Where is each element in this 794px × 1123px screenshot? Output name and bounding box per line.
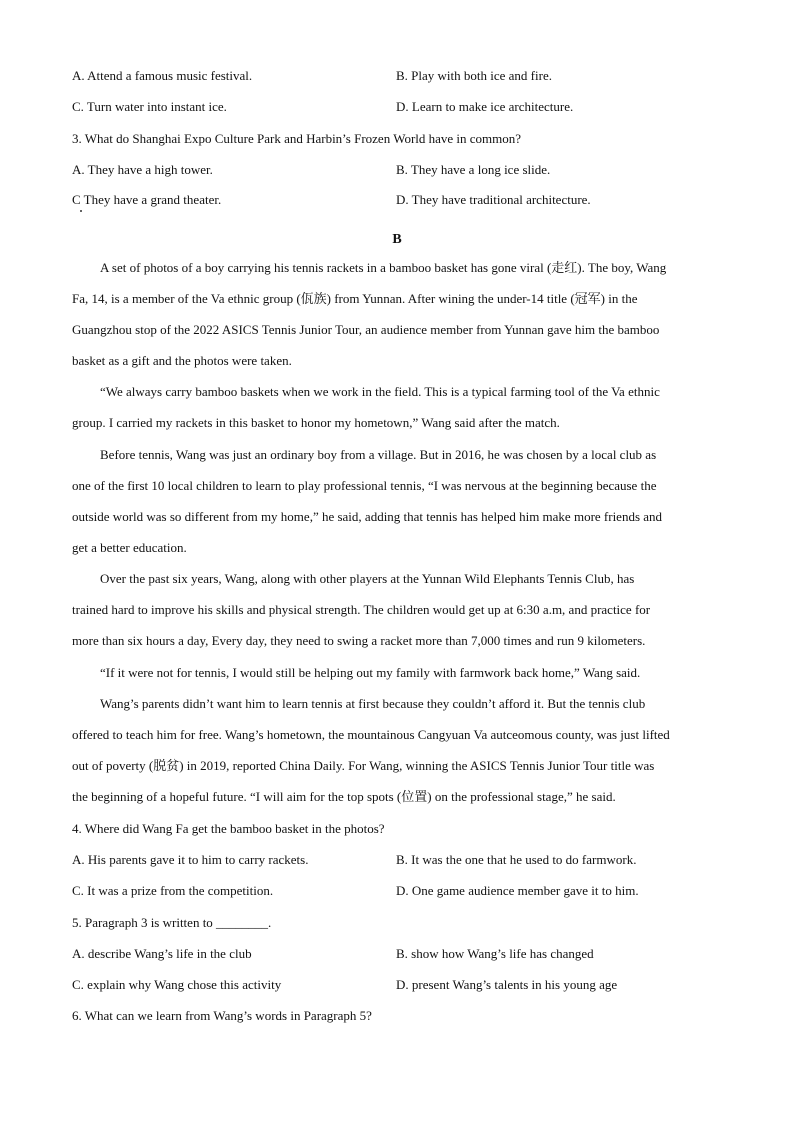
paragraph-line: outside world was so different from my home,” he said, adding that tennis has helped him make more friends and xyxy=(72,509,663,524)
q3-option-a: A. They have a high tower. xyxy=(72,162,213,177)
paragraph-line: Over the past six years, Wang, along with other players at the Yunnan Wild Elephants Tennis Club, has xyxy=(100,571,635,586)
q4-option-d: D. One game audience member gave it to him. xyxy=(396,883,639,898)
q5-option-a: A. describe Wang’s life in the club xyxy=(72,946,252,961)
q2-option-d: D. Learn to make ice architecture. xyxy=(396,99,574,114)
paragraph-line: Wang’s parents didn’t want him to learn tennis at first because they couldn’t afford it. But the tennis club xyxy=(100,696,646,711)
q4-options-row-2 xyxy=(72,881,722,901)
paragraph-line: group. I carried my rackets in this basket to honor my hometown,” Wang said after the match. xyxy=(72,415,560,430)
paragraph-line: trained hard to improve his skills and physical strength. The children would get up at 6:30 a.m, and practice for xyxy=(72,602,651,617)
q2-option-a: A. Attend a famous music festival. xyxy=(72,68,253,83)
paragraph-line: Fa, 14, is a member of the Va ethnic group (佤族) from Yunnan. After wining the under-14 title (冠军) in the xyxy=(72,291,638,306)
paragraph-line: “We always carry bamboo baskets when we work in the field. This is a typical farming tool of the Va ethnic xyxy=(100,384,660,399)
section-b-title: B xyxy=(392,232,402,247)
q3-option-c: C They have a grand theater. xyxy=(72,192,222,207)
q4-option-b: B. It was the one that he used to do farmwork. xyxy=(396,852,637,867)
paragraph-line: more than six hours a day, Every day, they need to swing a racket more than 7,000 times and run 9 kilometers. xyxy=(72,633,646,648)
paragraph-line: A set of photos of a boy carrying his tennis rackets in a bamboo basket has gone viral (走红). The boy, Wang xyxy=(100,260,667,275)
paragraph-line: “If it were not for tennis, I would still be helping out my family with farmwork back home,” Wang said. xyxy=(100,665,641,680)
paragraph-line: Guangzhou stop of the 2022 ASICS Tennis Junior Tour, an audience member from Yunnan gave him the bamboo xyxy=(72,322,660,337)
q5-option-c: C. explain why Wang chose this activity xyxy=(72,977,282,992)
q4-option-c: C. It was a prize from the competition. xyxy=(72,883,274,898)
q5-option-d: D. present Wang’s talents in his young age xyxy=(396,977,618,992)
q3-options-row-1 xyxy=(72,160,722,180)
paragraph-line: offered to teach him for free. Wang’s hometown, the mountainous Cangyuan Va autceomous county, was just lifted xyxy=(72,727,670,742)
stray-dot-mark xyxy=(80,210,82,212)
q5-options-row-1 xyxy=(72,944,722,964)
q4-options-row-1 xyxy=(72,850,722,870)
q3-options-row-2 xyxy=(72,190,722,210)
paragraph-line: the beginning of a hopeful future. “I will aim for the top spots (位置) on the professional stage,” he said. xyxy=(72,789,616,804)
q2-options-row-2 xyxy=(72,97,722,117)
q5-option-b: B. show how Wang’s life has changed xyxy=(396,946,594,961)
q5-question: 5. Paragraph 3 is written to ________. xyxy=(72,915,272,930)
q2-option-b: B. Play with both ice and fire. xyxy=(396,68,552,83)
paragraph-line: out of poverty (脱贫) in 2019, reported China Daily. For Wang, winning the ASICS Tennis Junior Tour title was xyxy=(72,758,655,773)
q3-question: 3. What do Shanghai Expo Culture Park and Harbin’s Frozen World have in common? xyxy=(72,131,522,146)
q6-question: 6. What can we learn from Wang’s words in Paragraph 5? xyxy=(72,1008,372,1023)
q4-question: 4. Where did Wang Fa get the bamboo basket in the photos? xyxy=(72,821,385,836)
paragraph-line: one of the first 10 local children to learn to play professional tennis, “I was nervous at the beginning because the xyxy=(72,478,657,493)
q3-option-d: D. They have traditional architecture. xyxy=(396,192,591,207)
q4-option-a: A. His parents gave it to him to carry rackets. xyxy=(72,852,309,867)
q3-option-b: B. They have a long ice slide. xyxy=(396,162,551,177)
q2-option-c: C. Turn water into instant ice. xyxy=(72,99,227,114)
paragraph-line: get a better education. xyxy=(72,540,187,555)
q5-options-row-2 xyxy=(72,975,722,995)
q2-options-row-1 xyxy=(72,66,722,86)
paragraph-line: Before tennis, Wang was just an ordinary boy from a village. But in 2016, he was chosen by a local club as xyxy=(100,447,657,462)
paragraph-line: basket as a gift and the photos were taken. xyxy=(72,353,292,368)
